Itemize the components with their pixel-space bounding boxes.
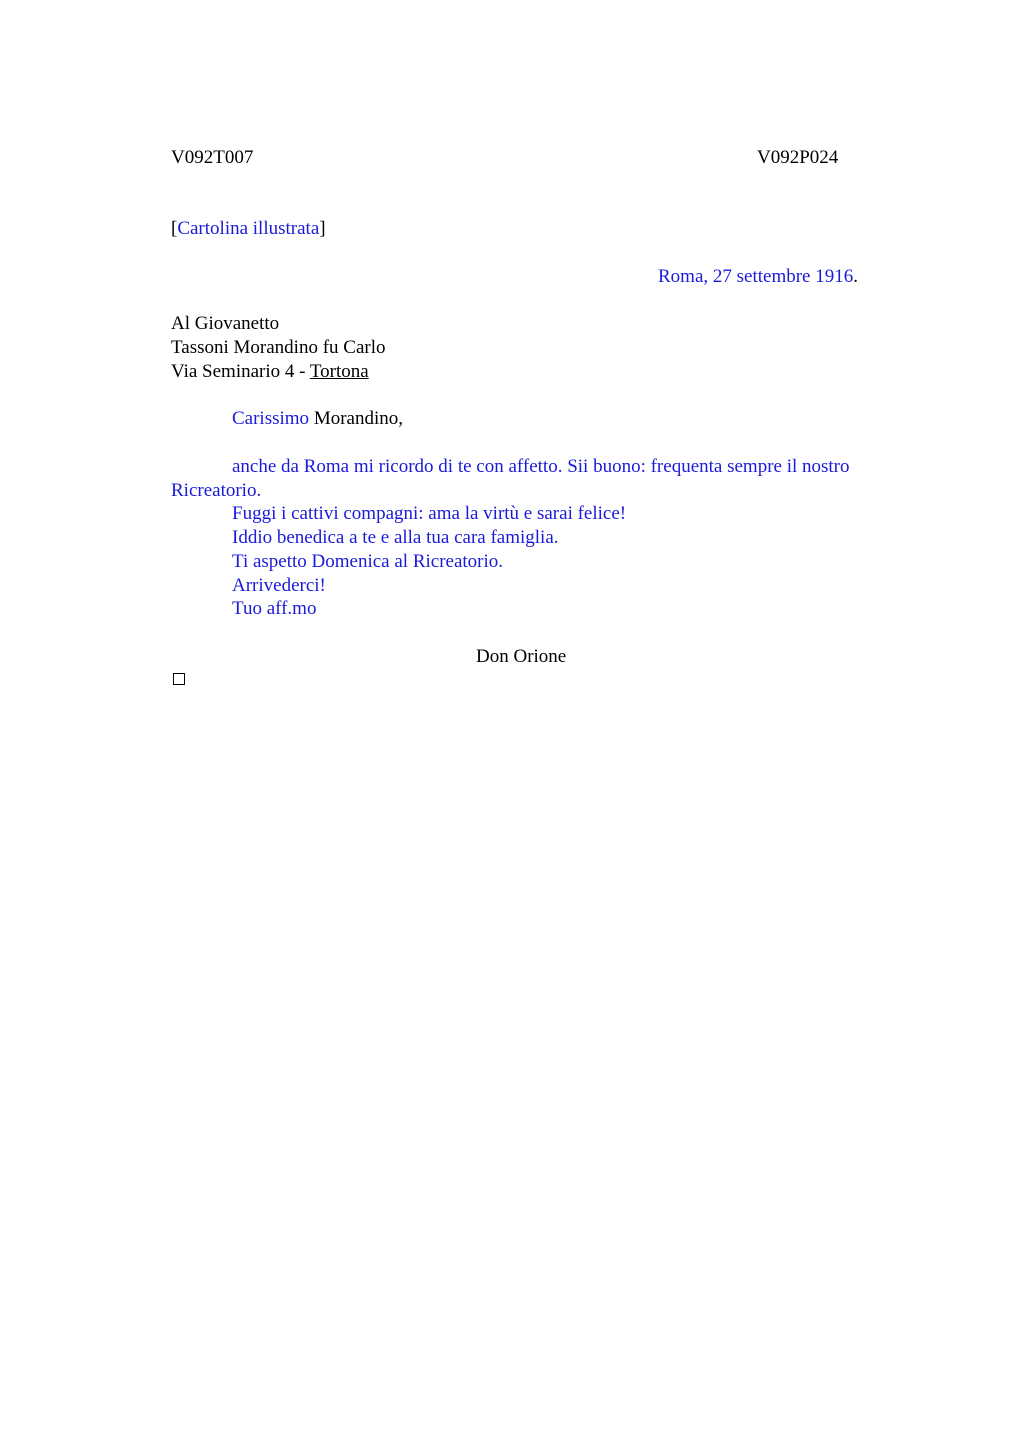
- date-text: Roma, 27 settembre 1916: [658, 266, 854, 287]
- date-line: [658, 265, 858, 289]
- document-type-label: Cartolina illustrata: [177, 218, 320, 239]
- body-paragraph-3: Iddio benedica a te e alla tua cara famiglia.: [232, 527, 559, 548]
- salutation-word: Carissimo: [232, 408, 310, 429]
- body-paragraph-1-line-1: anche da Roma mi ricordo di te con affetto. Sii buono: frequenta sempre il nostro: [232, 456, 850, 477]
- body-paragraph-2: Fuggi i cattivi compagni: ama la virtù e sarai felice!: [232, 503, 627, 524]
- close-bracket: ]: [319, 218, 326, 239]
- open-bracket: [: [171, 218, 178, 239]
- document-code-left: V092T007: [171, 147, 254, 168]
- salutation-name: Morandino,: [309, 408, 403, 429]
- address-street: Via Seminario 4 -: [171, 361, 310, 382]
- body-paragraph-4: Ti aspetto Domenica al Ricreatorio.: [232, 551, 504, 572]
- signature: Don Orione: [476, 646, 567, 667]
- document-code-right: V092P024: [757, 147, 839, 168]
- address-city: Tortona: [309, 361, 369, 382]
- salutation: [232, 407, 403, 431]
- address-line-2: Tassoni Morandino fu Carlo: [171, 337, 386, 358]
- body-paragraph-5: Arrivederci!: [232, 575, 326, 596]
- closing: Tuo aff.mo: [232, 598, 317, 619]
- address-line-3: [171, 360, 369, 384]
- address-line-1: Al Giovanetto: [171, 313, 280, 334]
- body-paragraph-1-line-2: Ricreatorio.: [171, 480, 262, 501]
- document-type: [171, 217, 326, 241]
- end-marker-box: [173, 673, 185, 685]
- date-period: .: [853, 266, 858, 287]
